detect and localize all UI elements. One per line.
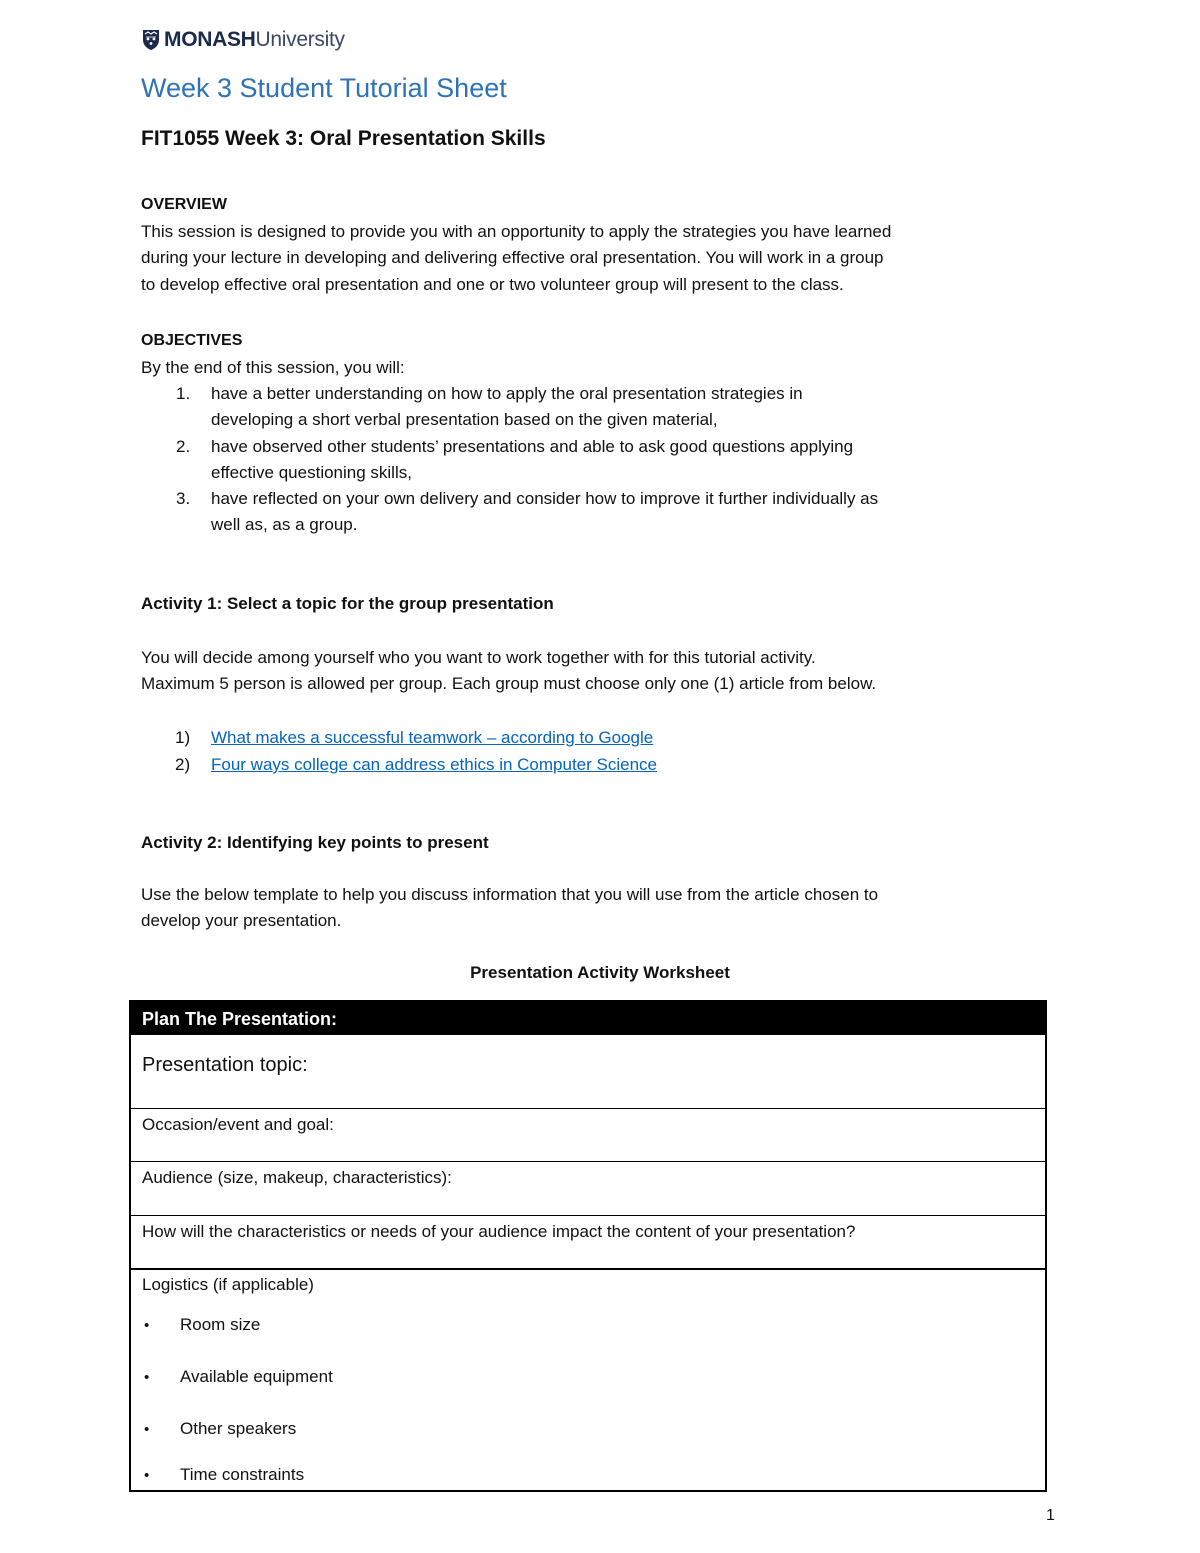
article-link-list: [141, 724, 657, 778]
monash-logo: [142, 27, 345, 53]
article-link-number: 1): [175, 728, 191, 747]
overview-paragraph: [141, 219, 1041, 298]
bullet-icon: •: [144, 1466, 150, 1484]
logistics-item: [142, 1403, 333, 1455]
audience-impact-row: [131, 1215, 1045, 1269]
bullet-icon: •: [144, 1420, 150, 1438]
bullet-icon: •: [144, 1316, 150, 1334]
logistics-item-label: Time constraints: [180, 1465, 305, 1484]
objectives-list: [141, 381, 1021, 539]
audience-impact-label: How will the characteristics or needs of your audience impact the content of your presentation?: [142, 1222, 856, 1241]
activity1-paragraph: [141, 645, 1041, 698]
logo-text-university: University: [255, 28, 345, 51]
logistics-label: Logistics (if applicable): [142, 1275, 314, 1294]
objective-line: have observed other students’ presentations and able to ask good questions applying: [211, 436, 854, 456]
activity1-heading: Activity 1: Select a topic for the group presentation: [141, 594, 554, 613]
logo-text-monash: MONASH: [164, 28, 256, 51]
objective-number: 2.: [176, 436, 191, 456]
bullet-icon: •: [144, 1368, 150, 1386]
logistics-list: [142, 1299, 333, 1495]
article-link-google-teamwork[interactable]: What makes a successful teamwork – according to Google: [211, 728, 654, 747]
objective-item: [141, 486, 1021, 539]
overview-line: This session is designed to provide you with an opportunity to apply the strategies you have learned: [141, 222, 892, 241]
activity2-line: develop your presentation.: [141, 911, 342, 931]
presentation-topic-row: [131, 1034, 1045, 1108]
overview-line: to develop effective oral presentation and one or two volunteer group will present to the class.: [141, 274, 844, 294]
worksheet-table: [129, 1000, 1047, 1492]
objective-line: have reflected on your own delivery and consider how to improve it further individually as: [211, 489, 879, 509]
logistics-item-label: Available equipment: [180, 1367, 333, 1386]
objectives-intro: By the end of this session, you will:: [141, 358, 405, 377]
activity2-heading: Activity 2: Identifying key points to present: [141, 833, 489, 852]
logistics-item: [142, 1299, 333, 1351]
logistics-row: [131, 1268, 1045, 1492]
objective-item: [141, 434, 1021, 487]
activity2-paragraph: [141, 882, 1041, 935]
objective-line: have a better understanding on how to apply the oral presentation strategies in: [211, 384, 803, 403]
objective-line: effective questioning skills,: [211, 462, 412, 482]
activity1-line: Maximum 5 person is allowed per group. Each group must choose only one (1) article from below.: [141, 674, 877, 694]
occasion-label: Occasion/event and goal:: [142, 1115, 334, 1134]
logistics-item-label: Other speakers: [180, 1419, 297, 1438]
article-link-number: 2): [175, 755, 191, 774]
audience-row: [131, 1161, 1045, 1215]
overview-line: during your lecture in developing and delivering effective oral presentation. You will work in a group: [141, 248, 884, 268]
logistics-item: [142, 1351, 333, 1403]
worksheet-title: Presentation Activity Worksheet: [470, 963, 730, 982]
objectives-heading: OBJECTIVES: [141, 332, 243, 349]
objective-line: well as, as a group.: [211, 515, 358, 535]
monash-crest-icon: [142, 29, 160, 51]
worksheet-header: Plan The Presentation:: [131, 1002, 1045, 1034]
course-title: FIT1055 Week 3: Oral Presentation Skills: [141, 127, 546, 150]
audience-label: Audience (size, makeup, characteristics):: [142, 1168, 452, 1187]
occasion-row: [131, 1108, 1045, 1161]
activity1-line: You will decide among yourself who you want to work together with for this tutorial activity.: [141, 648, 816, 667]
document-title: Week 3 Student Tutorial Sheet: [141, 73, 507, 103]
objective-number: 3.: [176, 489, 191, 509]
page-number: 1: [1046, 1507, 1055, 1524]
article-link-ethics-cs[interactable]: Four ways college can address ethics in Computer Science: [211, 755, 657, 774]
objective-item: [141, 381, 1021, 434]
logistics-item: [142, 1455, 333, 1495]
objective-line: developing a short verbal presentation based on the given material,: [211, 410, 718, 430]
overview-heading: OVERVIEW: [141, 196, 227, 213]
objective-number: 1.: [176, 384, 191, 403]
logo-wordmark: [164, 28, 345, 52]
article-link-item: [141, 724, 657, 751]
logistics-item-label: Room size: [180, 1315, 261, 1334]
presentation-topic-label: Presentation topic:: [142, 1054, 308, 1076]
activity2-line: Use the below template to help you discuss information that you will use from the article chosen to: [141, 885, 879, 904]
article-link-item: [141, 751, 657, 778]
